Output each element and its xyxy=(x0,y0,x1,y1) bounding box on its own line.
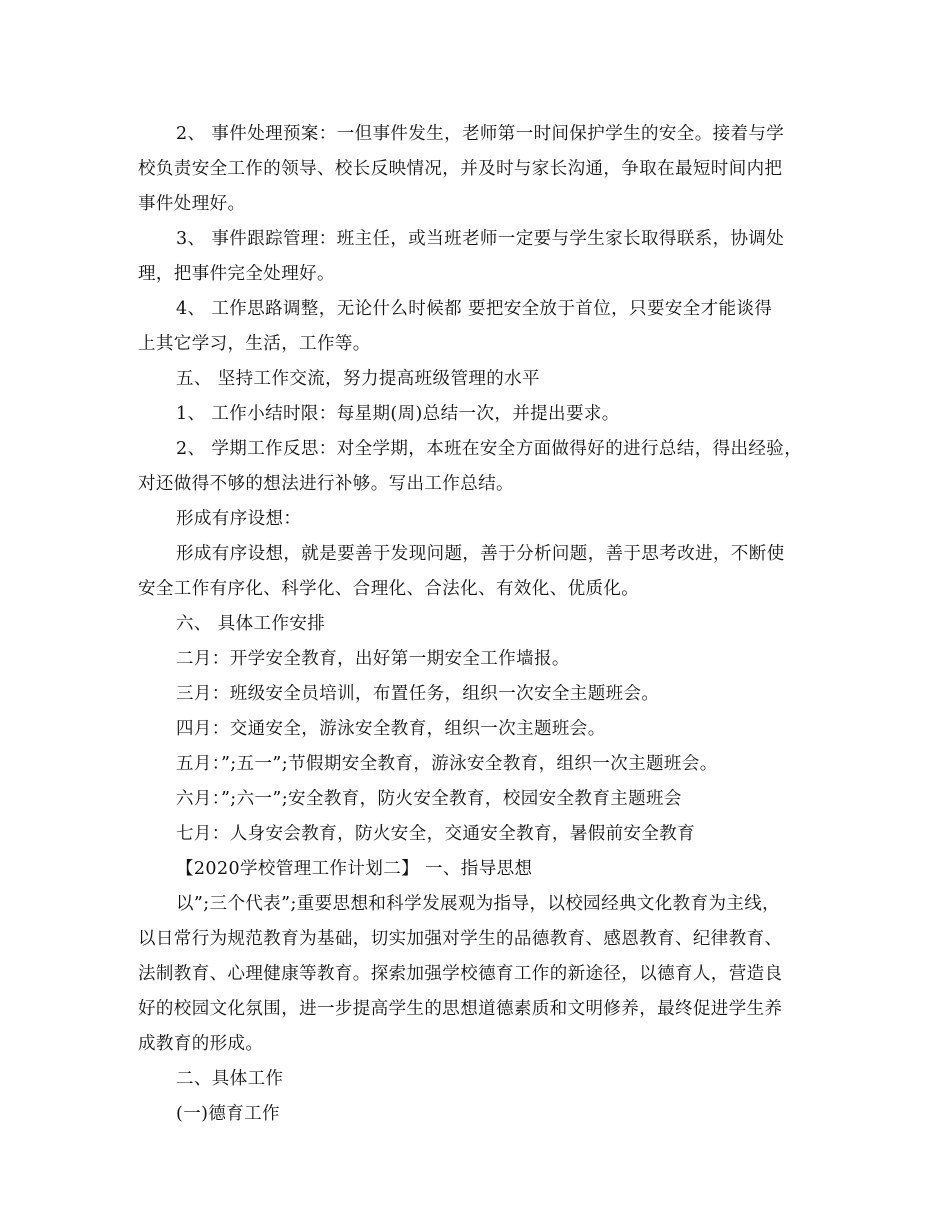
paragraph-line: 上其它学习，生活，工作等。 xyxy=(138,334,371,354)
paragraph-line: 校负责安全工作的领导、校长反映情况，并及时与家长沟通，争取在最短时间内把 xyxy=(138,159,783,179)
paragraph-line: 2、 学期工作反思：对全学期，本班在安全方面做得好的进行总结，得出经验， xyxy=(176,439,803,459)
paragraph-line: 法制教育、心理健康等教育。探索加强学校德育工作的新途径，以德育人，营造良 xyxy=(138,964,783,984)
schedule-item: 六月：”;六一”;安全教育，防火安全教育，校园安全教育主题班会 xyxy=(176,789,682,809)
section-heading: 二、具体工作 xyxy=(176,1069,284,1089)
schedule-item: 四月：交通安全，游泳安全教育，组织一次主题班会。 xyxy=(176,719,606,739)
paragraph-line: 以”;三个代表”;重要思想和科学发展观为指导，以校园经典文化教育为主线， xyxy=(176,894,781,914)
paragraph-line: 形成有序设想，就是要善于发现问题，善于分析问题，善于思考改进，不断使 xyxy=(176,544,785,564)
schedule-item: 二月：开学安全教育，出好第一期安全工作墙报。 xyxy=(176,649,570,669)
paragraph-line: 事件处理好。 xyxy=(138,194,246,214)
section-heading: 【2020学校管理工作计划二】 一、指导思想 xyxy=(176,859,533,879)
section-heading: (一)德育工作 xyxy=(176,1104,280,1124)
schedule-item: 五月：”;五一”;节假期安全教育，游泳安全教育，组织一次主题班会。 xyxy=(176,754,718,774)
paragraph-line: 以日常行为规范教育为基础，切实加强对学生的品德教育、感恩教育、纪律教育、 xyxy=(138,929,783,949)
section-heading: 六、 具体工作安排 xyxy=(176,614,326,634)
paragraph-line: 3、 事件跟踪管理：班主任，或当班老师一定要与学生家长取得联系，协调处 xyxy=(176,229,785,249)
section-heading: 五、 坚持工作交流，努力提高班级管理的水平 xyxy=(176,369,540,389)
paragraph-line: 成教育的形成。 xyxy=(138,1034,264,1054)
schedule-item: 七月：人身安会教育，防火安全，交通安全教育，暑假前安全教育 xyxy=(176,824,696,844)
paragraph-line: 理，把事件完全处理好。 xyxy=(138,264,335,284)
schedule-item: 三月：班级安全员培训，布置任务，组织一次安全主题班会。 xyxy=(176,684,660,704)
paragraph-line: 安全工作有序化、科学化、合理化、合法化、有效化、优质化。 xyxy=(138,579,640,599)
paragraph-line: 1、 工作小结时限：每星期(周)总结一次，并提出要求。 xyxy=(176,404,620,424)
paragraph-line: 好的校园文化氛围，进一步提高学生的思想道德素质和文明修养，最终促进学生养 xyxy=(138,999,783,1019)
paragraph-line: 对还做得不够的想法进行补够。写出工作总结。 xyxy=(138,474,514,494)
paragraph-line: 形成有序设想： xyxy=(176,509,302,529)
paragraph-line: 4、 工作思路调整，无论什么时候都 要把安全放于首位，只要安全才能谈得 xyxy=(176,299,773,319)
paragraph-line: 2、 事件处理预案：一但事件发生，老师第一时间保护学生的安全。接着与学 xyxy=(176,124,785,144)
